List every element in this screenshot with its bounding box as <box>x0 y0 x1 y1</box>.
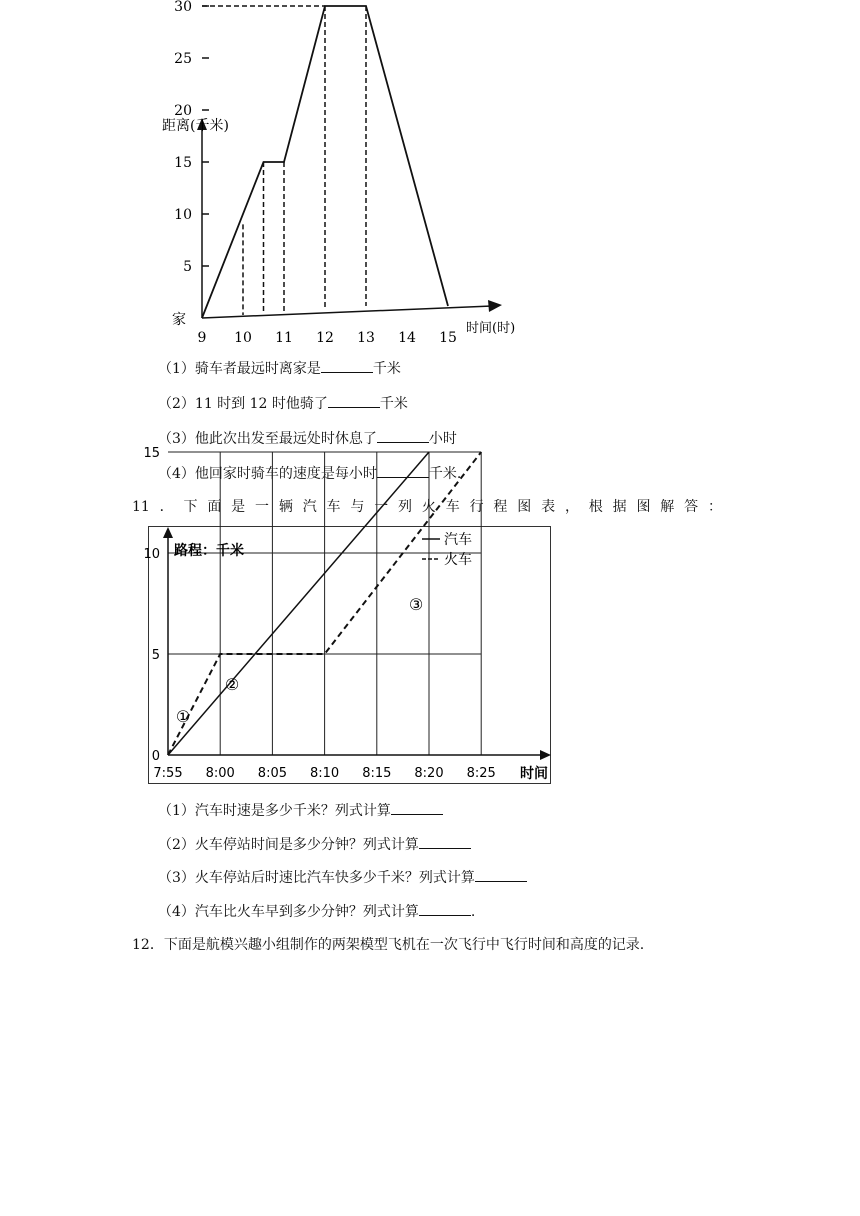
q10-item-2 <box>158 393 408 414</box>
answer-blank[interactable] <box>475 867 527 882</box>
answer-blank[interactable] <box>419 834 471 849</box>
x-axis-label: 时间(时) <box>466 321 516 336</box>
y-tick-label: 15 <box>174 155 192 171</box>
x-tick-label: 9 <box>197 330 207 346</box>
q10-item-4-text: （4）他回家时骑车的速度是每小时 <box>158 466 377 482</box>
x-tick-label: 12 <box>316 330 334 346</box>
x-tick-label: 13 <box>357 330 375 346</box>
y-tick-label: 25 <box>174 51 192 67</box>
answer-blank[interactable] <box>328 393 380 408</box>
q11-item-3 <box>158 867 527 888</box>
origin-label: 家 <box>172 312 186 328</box>
legend-train-label: 火车 <box>444 552 472 568</box>
y-tick-label: 10 <box>143 547 160 562</box>
y-tick-label: 30 <box>174 0 192 15</box>
annotation-marker: ② <box>224 675 240 694</box>
y-tick-label: 15 <box>143 446 160 461</box>
annotation-marker: ① <box>175 707 191 726</box>
x-tick-label: 8:25 <box>466 766 496 781</box>
x-tick-label: 8:00 <box>205 766 235 781</box>
x-tick-label: 15 <box>439 330 457 346</box>
q11-item-2 <box>158 834 471 855</box>
y-axis-label: 距离(千米) <box>162 118 229 134</box>
q11-item-4-tail: . <box>470 904 476 920</box>
answer-blank[interactable] <box>377 463 429 478</box>
y-axis-label: 路程：千米 <box>174 543 244 559</box>
q10-item-3 <box>158 428 457 449</box>
x-axis <box>202 306 492 318</box>
x-tick-label: 7:55 <box>153 766 183 781</box>
x-tick-label: 10 <box>234 330 252 346</box>
q11-item-3-text: （3）火车停站后时速比汽车快多少千米？列式计算 <box>158 870 475 886</box>
y-axis-arrow <box>163 527 173 538</box>
x-tick-label: 8:10 <box>309 766 340 781</box>
q10-item-3-unit: 小时 <box>428 431 457 447</box>
answer-blank[interactable] <box>377 428 429 443</box>
x-axis-label: 时间 <box>520 766 548 782</box>
chart-frame <box>149 527 551 784</box>
q11-item-4-text: （4）汽车比火车早到多少分钟？列式计算 <box>158 904 419 920</box>
x-axis-arrow <box>488 300 502 312</box>
x-tick-label: 8:15 <box>362 766 392 781</box>
x-tick-label: 11 <box>275 330 293 346</box>
bike-distance-chart <box>150 0 540 350</box>
x-tick-label: 14 <box>398 330 416 346</box>
x-axis-arrow <box>540 750 551 760</box>
q10-item-4-unit: 千米. <box>428 466 462 482</box>
answer-blank[interactable] <box>321 358 373 373</box>
q11-item-2-text: （2）火车停站时间是多少分钟？列式计算 <box>158 837 419 853</box>
q10-item-1-unit: 千米 <box>372 361 401 377</box>
y-tick-label: 10 <box>174 207 192 223</box>
q10-item-1 <box>158 358 401 379</box>
q11-item-1-text: （1）汽车时速是多少千米？列式计算 <box>158 803 391 819</box>
answer-blank[interactable] <box>391 800 443 815</box>
y-tick-label: 20 <box>174 103 192 119</box>
q11-item-4 <box>158 901 475 922</box>
q11-title: 11．下面是一辆汽车与一列火车行程图表，根据图解答： <box>132 499 722 515</box>
x-tick-label: 8:05 <box>257 766 288 781</box>
legend-car-label: 汽车 <box>444 532 472 548</box>
y-tick-label: 5 <box>151 648 160 663</box>
y-tick-label: 5 <box>183 259 192 275</box>
q11-item-1 <box>158 800 443 821</box>
q10-item-1-text: （1）骑车者最远时离家是 <box>158 361 321 377</box>
q10-item-2-text: （2）11 时到 12 时他骑了 <box>158 396 328 412</box>
q12-title: 12．下面是航模兴趣小组制作的两架模型飞机在一次飞行中飞行时间和高度的记录. <box>132 937 645 953</box>
x-tick-label: 8:20 <box>414 766 444 781</box>
answer-blank[interactable] <box>419 901 471 916</box>
y-tick-label: 0 <box>151 749 160 764</box>
q10-item-3-text: （3）他此次出发至最远处时休息了 <box>158 431 377 447</box>
q10-item-2-unit: 千米 <box>379 396 408 412</box>
annotation-marker: ③ <box>408 595 424 614</box>
